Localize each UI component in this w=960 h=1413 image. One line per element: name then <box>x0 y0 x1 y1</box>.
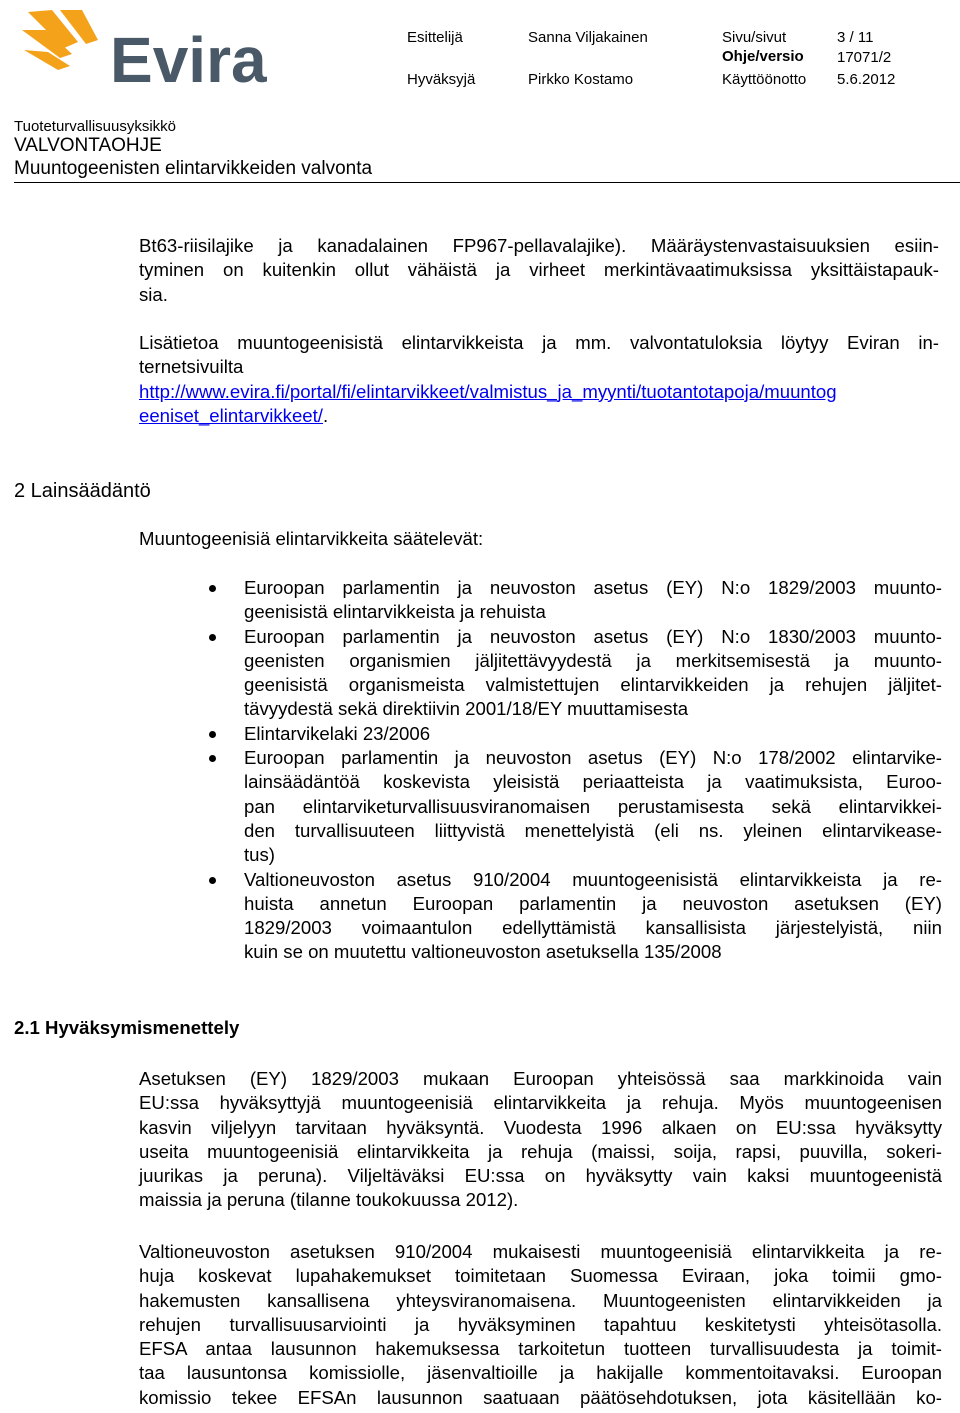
bullet-icon <box>209 877 216 884</box>
text-line: maissia ja peruna (tilanne toukokuussa 2012). <box>139 1189 519 1211</box>
legislation-list <box>244 576 942 965</box>
list-item <box>244 576 942 625</box>
doc-type: VALVONTAOHJE <box>14 135 162 156</box>
link-line <box>139 380 939 404</box>
label-pages: Sivu/sivut <box>722 29 787 46</box>
text-line: Asetuksen (EY) 1829/2003 mukaan Euroopan yhteisössä saa markkinoida vain <box>139 1068 942 1089</box>
text-line: Valtioneuvoston asetuksen 910/2004 mukaisesti muuntogeenisiä elintarvikkeita ja re- <box>139 1241 942 1262</box>
text-line: EU:ssa hyväksyttyjä muuntogeenisiä elintarvikkeita ja rehuja. Myös muuntogeenisen <box>139 1092 942 1114</box>
bullet-icon <box>209 634 216 641</box>
list-item <box>244 722 942 746</box>
text-line: geenisistä elintarvikkeista ja rehuista <box>244 601 546 623</box>
list-item <box>244 746 942 867</box>
text-line: Muuntogeenisiä elintarvikkeita säätelevät: <box>139 528 484 549</box>
text-line: ternetsivuilta <box>139 356 244 378</box>
label-adoption: Käyttöönotto <box>722 71 807 88</box>
text-line: huja koskevat lupahakemukset toimitetaan Suomessa Eviraan, joka toimii gmo- <box>139 1265 942 1287</box>
text-line: tyminen on kuitenkin ollut vähäistä ja virheet merkintävaatimuksissa yksittäistapauk- <box>139 259 939 281</box>
text-line: den turvallisuuteen liittyvistä menettelyistä (eli ns. yleinen elintarvikease- <box>244 819 942 841</box>
list-item <box>244 625 942 722</box>
approval-paragraph-2 <box>139 1240 942 1410</box>
link-line <box>139 404 939 428</box>
text-line: rehujen turvallisuusarviointi ja hyväksyminen tapahtuu keskitetysti yhteisötasolla. <box>139 1313 942 1335</box>
list-item <box>244 868 942 965</box>
doc-subject: Muuntogeenisten elintarvikkeiden valvonta <box>14 158 373 179</box>
text-line: Bt63-riisilajike ja kanadalainen FP967-pellavalajike). Määräystenvastaisuuksien esiin- <box>139 235 939 256</box>
text-line: useita muuntogeenisiä elintarvikkeita ja rehuja (maissi, soija, rapsi, puuvilla, sokeri- <box>139 1140 942 1162</box>
text-line: Euroopan parlamentin ja neuvoston asetus (EY) N:o 1829/2003 muunto- <box>244 577 942 598</box>
text-line: Euroopan parlamentin ja neuvoston asetus (EY) N:o 178/2002 elintarvike- <box>244 747 942 769</box>
text-line: Lisätietoa muuntogeenisistä elintarvikkeista ja mm. valvontatuloksia löytyy Eviran in- <box>139 332 939 353</box>
unit-name: Tuoteturvallisuusyksikkö <box>14 118 177 135</box>
evira-logo-graphic <box>18 8 278 92</box>
subsection-heading: 2.1 Hyväksymismenettely <box>14 1017 240 1038</box>
text-line: geenisten organismien jäljitettävyydestä ja merkitsemisestä ja muunto- <box>244 649 942 671</box>
link-period: . <box>322 404 329 426</box>
evira-link-part-1[interactable]: http://www.evira.fi/portal/fi/elintarvikkeet/valmistus_ja_myynti/tuotantotapoja/muuntog <box>139 380 837 402</box>
logo-wordmark: Evira <box>110 24 267 92</box>
approval-paragraph-1 <box>139 1067 942 1213</box>
text-line: tus) <box>244 844 275 866</box>
text-line: pan elintarviketurvallisuusviranomaisen perustamisesta sekä elintarvikkei- <box>244 795 942 817</box>
text-line: komissio tekee EFSAn lausunnon saatuaan päätösehdotuksen, jota käsitellään ko- <box>139 1386 942 1408</box>
text-line: kasvin viljelyyn tarvitaan hyväksyntä. Vuodesta 1996 alkaen on EU:ssa hyväksytty <box>139 1116 942 1138</box>
text-line: kuin se on muutettu valtioneuvoston asetuksella 135/2008 <box>244 941 722 963</box>
text-line: hakemusten kansallisena yhteysviranomaisena. Muuntogeenisten elintarvikkeiden ja <box>139 1289 942 1311</box>
adoption-date: 5.6.2012 <box>837 71 896 88</box>
approver-name: Pirkko Kostamo <box>528 71 634 88</box>
text-line: EFSA antaa lausunnon hakemuksessa tarkoitetun tuotteen turvallisuudesta ja toimit- <box>139 1338 942 1360</box>
label-version: Ohje/versio <box>722 48 804 65</box>
text-line: huista annetun Euroopan parlamentin ja neuvoston asetuksen (EY) <box>244 892 942 914</box>
header-divider <box>14 182 960 183</box>
label-approver: Hyväksyjä <box>407 71 476 88</box>
bullet-icon <box>209 585 216 592</box>
bullet-icon <box>209 755 216 762</box>
bullet-icon <box>209 731 216 738</box>
text-line: Euroopan parlamentin ja neuvoston asetus (EY) N:o 1830/2003 muunto- <box>244 625 942 647</box>
presenter-name: Sanna Viljakainen <box>528 29 648 46</box>
page-count: 3 / 11 <box>837 29 874 46</box>
evira-link-part-2[interactable]: eeniset_elintarvikkeet/ <box>139 404 323 426</box>
text-line: tävyydestä sekä direktiivin 2001/18/EY muuttamisesta <box>244 698 689 720</box>
text-line: taa lausuntonsa komissiolle, jäsenvaltioille ja hakijalle kommentoitavaksi. Euroopan <box>139 1362 942 1384</box>
text-line: 1829/2003 voimaantulon edellyttämistä kansallisista järjestelyistä, niin <box>244 917 942 939</box>
section-heading: 2 Lainsäädäntö <box>14 480 151 502</box>
section-lead <box>139 527 939 551</box>
more-info-paragraph <box>139 331 939 428</box>
text-line: lainsäädäntöä koskevista yleisistä periaatteista ja vaatimuksista, Euroo- <box>244 771 942 793</box>
text-line: sia. <box>139 283 168 305</box>
label-presenter: Esittelijä <box>407 29 463 46</box>
text-line: Elintarvikelaki 23/2006 <box>244 722 431 744</box>
text-line: juurikas ja peruna). Viljeltäväksi EU:ssa on hyväksytty vain kaksi muuntogeenistä <box>139 1165 942 1187</box>
text-line: Valtioneuvoston asetus 910/2004 muuntogeenisistä elintarvikkeista ja re- <box>244 868 942 890</box>
intro-paragraph <box>139 234 939 307</box>
evira-logo <box>18 8 278 92</box>
text-line: geenisistä organismeista valmistettujen elintarvikkeiden ja rehujen jäljitet- <box>244 674 942 696</box>
version-number: 17071/2 <box>837 49 892 66</box>
